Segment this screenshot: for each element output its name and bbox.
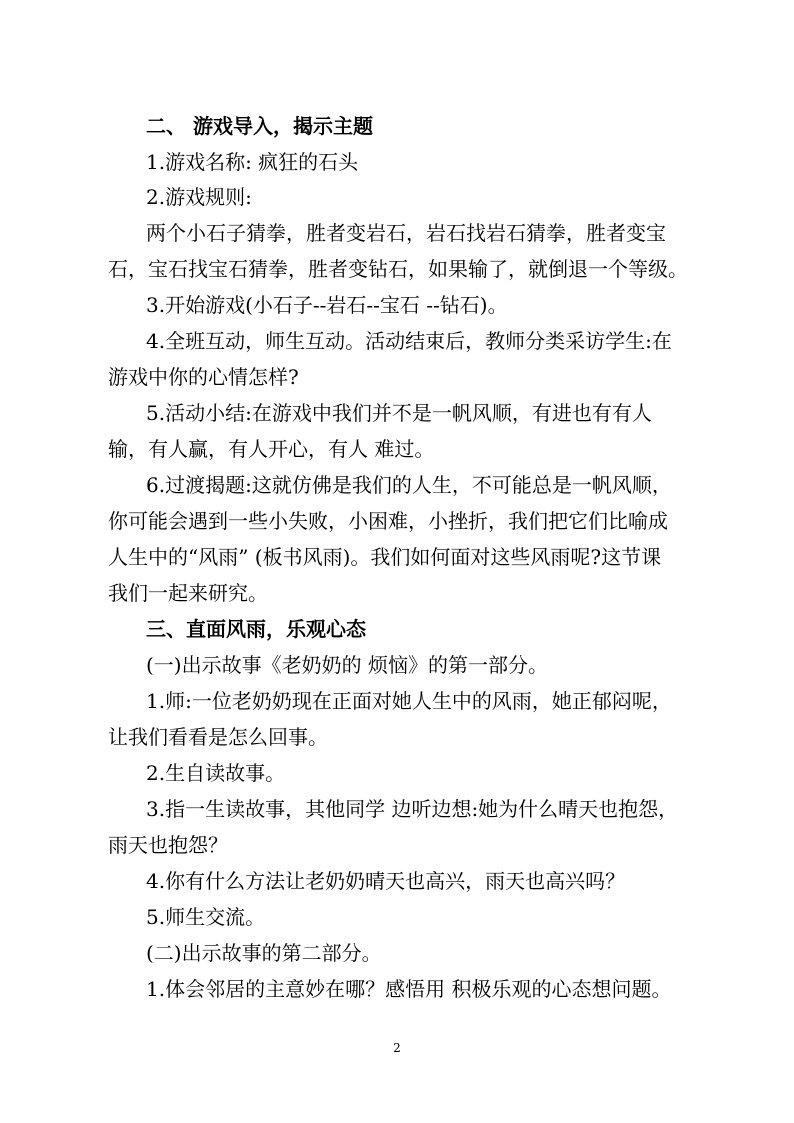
section-heading-3: 三、直面风雨，乐观心态 [146,617,366,641]
paragraph-line: 2.生自读故事。 [146,761,286,785]
page-number: 2 [393,1041,401,1055]
paragraph-line: 我们一起来研究。 [108,581,268,605]
paragraph-line: (二)出示故事的第二部分。 [146,941,382,965]
paragraph-line: 你可能会遇到一些小失败，小困难，小挫折，我们把它们比喻成 [108,509,668,533]
paragraph-line: 3.开始游戏(小石子--岩石--宝石 --钻石)。 [146,293,508,317]
paragraph-line: 1.师:一位老奶奶现在正面对她人生中的风雨，她正郁闷呢， [146,689,672,713]
paragraph-line: 雨天也抱怨？ [108,833,228,857]
paragraph-line: 两个小石子猜拳，胜者变岩石，岩石找岩石猜拳，胜者变宝 [146,221,666,245]
paragraph-line: 5.师生交流。 [146,905,266,929]
section-heading-2: 二、 游戏导入，揭示主题 [146,114,373,138]
paragraph-line: 游戏中你的心情怎样? [108,365,299,389]
paragraph-line: 6.过渡揭题:这就仿佛是我们的人生，不可能总是一帆风顺， [146,473,672,497]
paragraph-line: 4.你有什么方法让老奶奶晴天也高兴，雨天也高兴吗？ [146,869,626,893]
paragraph-line: 2.游戏规则: [146,185,252,209]
paragraph-line: 1.游戏名称: 疯狂的石头 [146,150,359,174]
paragraph-line: 让我们看看是怎么回事。 [108,725,328,749]
paragraph-line: 5.活动小结:在游戏中我们并不是一帆风顺，有进也有有人 [146,401,652,425]
paragraph-line: 输，有人赢，有人开心，有人 难过。 [108,437,435,461]
paragraph-line: 3.指一生读故事，其他同学 边听边想:她为什么晴天也抱怨， [146,797,679,821]
paragraph-line: 石，宝石找宝石猜拳，胜者变钻石，如果输了，就倒退一个等级。 [108,257,688,281]
paragraph-line: 1.体会邻居的主意妙在哪？感悟用 积极乐观的心态想问题。 [146,977,672,1001]
paragraph-line: 4.全班互动，师生互动。活动结束后，教师分类采访学生:在 [146,329,672,353]
paragraph-line: 人生中的“风雨” (板书风雨)。我们如何面对这些风雨呢?这节课 [108,545,662,569]
paragraph-line: (一)出示故事《老奶奶的 烦恼》的第一部分。 [146,653,548,677]
